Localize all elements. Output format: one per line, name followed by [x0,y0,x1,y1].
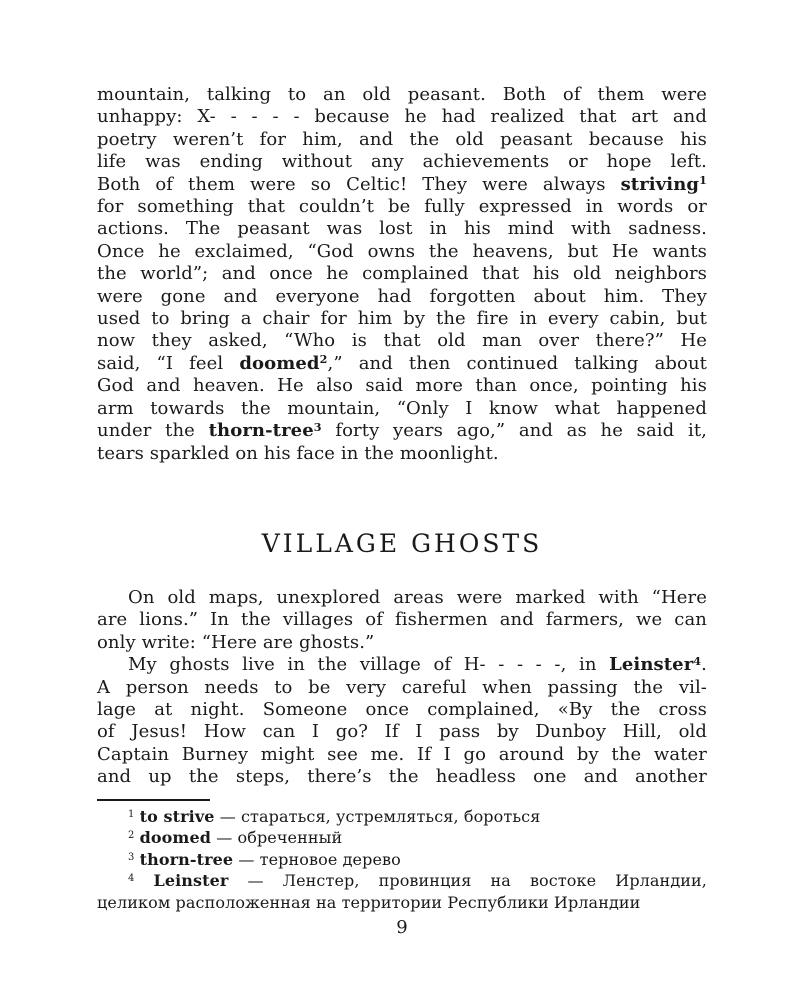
text-line: of Jesus! How can I go? If I pass by Dunboy Hill, old [97,721,707,743]
text-line: were gone and everyone had forgotten about him. They [97,285,707,307]
text-line: are lions.” In the villages of fishermen and farmers, we can [97,609,707,631]
text-line: $^4$ Leinster — Ленстер, провинция на востоке Ирландии, [128,871,707,891]
text-line: $^2$ doomed — обреченный [128,828,343,848]
text-line: arm towards the mountain, “Only I know what happened [97,397,707,419]
text-line: only write: “Here are ghosts.” [97,631,375,653]
text-line: unhappy: X- - - - - because he had realized that art and [97,106,707,128]
text-line: for something that couldn’t be fully expressed in words or [97,196,707,218]
text-line: Once he exclaimed, “God owns the heavens, but He wants [97,240,707,262]
text-line: $^1$ to strive — стараться, устремляться, бороться [128,806,541,826]
text-line: целиком расположенная на территории Республики Ирландии [97,892,641,912]
text-line: said, “I feel doomed$^2$,” and then continued talking about [97,352,707,374]
paragraph-continuation [97,84,707,465]
footnote-doomed [97,827,707,849]
text-line: used to bring a chair for him by the fire in every cabin, but [97,308,707,330]
text-line: Captain Burney might see me. If I go around by the water [97,743,707,765]
text-line: A person needs to be very careful when passing the vil- [97,676,707,698]
text-line: poetry weren’t for him, and the old peasant because his [97,128,707,150]
text-line: Both of them were so Celtic! They were always striving$^1$ [97,173,707,195]
footnotes-section [97,799,707,914]
footnote-leinster [97,870,707,913]
text-line: tears sparkled on his face in the moonlight. [97,442,499,464]
text-line: under the thorn-tree$^3$ forty years ago,” and as he said it, [97,420,707,442]
text-line: lage at night. Someone once complained, «By the cross [97,698,707,720]
text-line: now they asked, “Who is that old man over there?” He [97,330,707,352]
text-line: $^3$ thorn-tree — терновое дерево [128,849,401,869]
page-number: 9 [396,917,408,939]
text-line: mountain, talking to an old peasant. Both of them were [97,84,707,105]
footnote-divider [97,799,210,801]
text-line: My ghosts live in the village of H- - - - -, in Leinster$^4$. [128,654,707,676]
footnote-to-strive [97,806,707,828]
text-line: life was ending without any achievements or hope left. [97,151,707,173]
text-line: On old maps, unexplored areas were marked with “Here [128,586,707,608]
footnote-thorn-tree [97,849,707,871]
text-line: the world”; and once he complained that his old neighbors [97,263,707,285]
paragraph-my-ghosts [97,654,707,788]
text-line: God and heaven. He also said more than once, pointing his [97,375,707,397]
text-line: actions. The peasant was lost in his mind with sadness. [97,218,707,240]
paragraph-village-ghosts-intro [97,587,707,654]
text-line: and up the steps, there’s the headless one and another [97,766,707,788]
section-heading: VILLAGE GHOSTS [261,528,543,558]
